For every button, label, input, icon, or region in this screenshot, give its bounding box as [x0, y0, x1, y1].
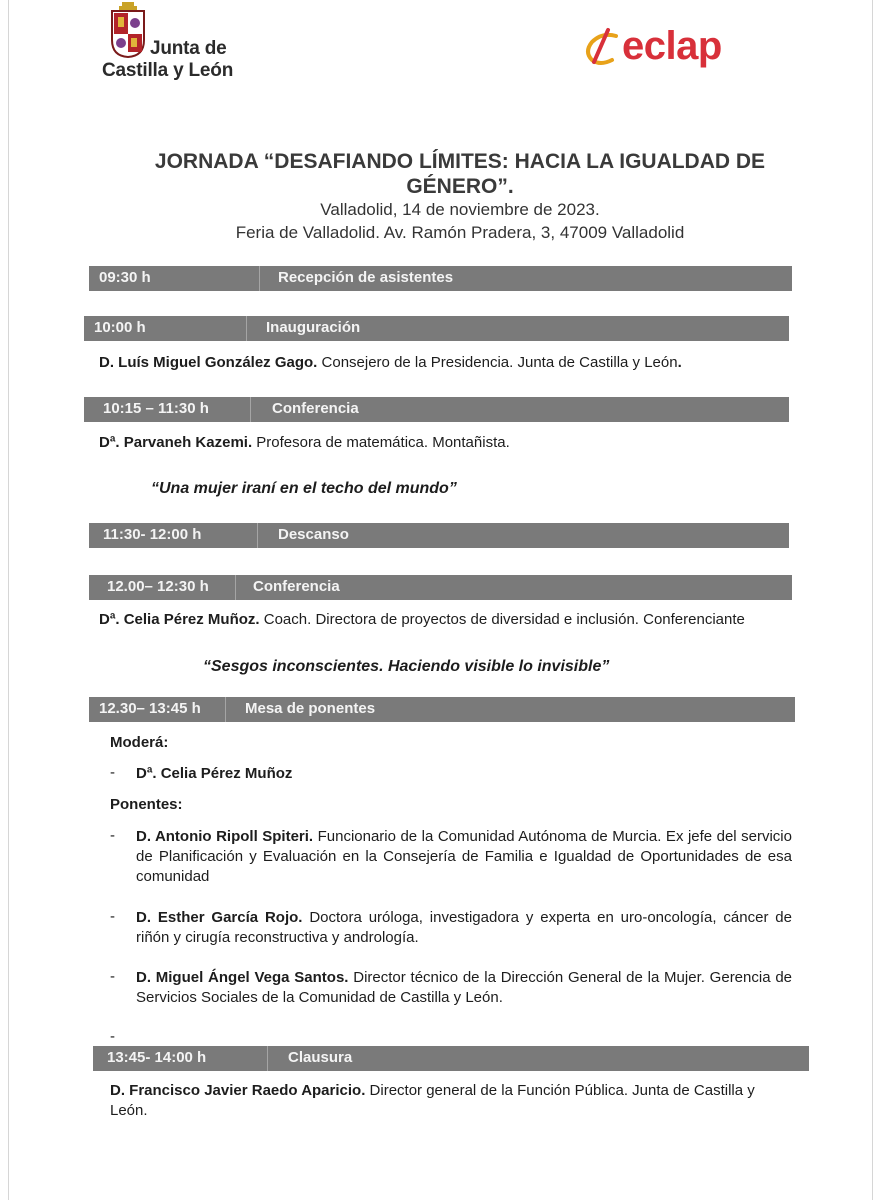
session-label: Conferencia: [272, 400, 359, 417]
speakers-heading: Ponentes:: [110, 796, 183, 813]
closing-speaker: [110, 1081, 794, 1121]
speaker-role: Profesora de matemática. Montañista.: [252, 434, 510, 451]
bar-divider: [259, 266, 260, 291]
event-title-line2: GÉNERO”.: [406, 175, 514, 198]
schedule-bar-reception: [89, 266, 792, 291]
time-label: 10:00 h: [94, 319, 146, 336]
time-label: 12.00– 12:30 h: [107, 578, 209, 595]
bar-divider: [250, 397, 251, 422]
page-edge-right: [872, 0, 873, 1200]
bar-divider: [235, 575, 236, 600]
bar-divider: [225, 697, 226, 722]
speaker-role: Director técnico de la Dirección General de la Mujer. Gerencia de Servicios Sociales de la Comunidad de Castilla y León.: [136, 969, 793, 1006]
eclap-logo: [580, 24, 750, 72]
speaker-role: Coach. Directora de proyectos de diversidad e inclusión. Conferenciante: [259, 611, 745, 628]
eclap-wordmark: eclap: [622, 24, 722, 68]
jcyl-logo-line1: Junta de: [150, 38, 227, 59]
panel-speaker-2: [136, 908, 792, 948]
speaker-role: Funcionario de la Comunidad Autónoma de Murcia. Ex jefe del servicio de Planificación y Evaluación en la Consejería de Familia e Igualdad de Oportunidades de esa comunidad: [136, 828, 792, 885]
session-label: Clausura: [288, 1049, 353, 1066]
session-label: Inauguración: [266, 319, 361, 336]
schedule-bar-panel: [89, 697, 795, 722]
time-label: 13:45- 14:00 h: [107, 1049, 207, 1066]
coat-of-arms-icon: [110, 2, 146, 58]
list-bullet: -: [110, 1028, 115, 1045]
session-label: Conferencia: [253, 578, 340, 595]
schedule-bar-closing: [93, 1046, 809, 1071]
time-label: 10:15 – 11:30 h: [103, 400, 209, 417]
session-label: Recepción de asistentes: [278, 269, 454, 286]
event-date: Valladolid, 14 de noviembre de 2023.: [320, 200, 600, 219]
conference-1-speaker: [99, 433, 799, 453]
speaker-name: Dª. Parvaneh Kazemi.: [99, 434, 253, 451]
speaker-name: D. Antonio Ripoll Spiteri.: [136, 828, 314, 845]
schedule-bar-conference-2: [89, 575, 792, 600]
eclap-swoosh-icon: [580, 26, 624, 70]
schedule-bar-break: [89, 523, 789, 548]
moderator-name: Dª. Celia Pérez Muñoz: [136, 765, 293, 782]
speaker-name: D. Miguel Ángel Vega Santos.: [136, 969, 349, 986]
session-label: Descanso: [278, 526, 349, 543]
event-title-line1: JORNADA “DESAFIANDO LÍMITES: HACIA LA IGUALDAD DE: [154, 150, 766, 173]
speaker-role-end: .: [677, 354, 682, 371]
time-label: 09:30 h: [99, 269, 151, 286]
time-label: 11:30- 12:00 h: [103, 526, 202, 543]
time-label: 12.30– 13:45 h: [99, 700, 201, 717]
panel-speaker-1: [136, 827, 792, 887]
list-bullet: -: [110, 764, 115, 781]
page-edge-left: [8, 0, 9, 1200]
speaker-name: D. Francisco Javier Raedo Aparicio.: [110, 1082, 366, 1099]
list-bullet: -: [110, 908, 115, 925]
jcyl-logo: [100, 2, 240, 82]
speaker-role: Consejero de la Presidencia. Junta de Castilla y León: [317, 354, 678, 371]
schedule-bar-conference-1: [84, 397, 789, 422]
panel-speaker-3: [136, 968, 792, 1008]
conference-2-title: “Sesgos inconscientes. Haciendo visible lo invisible”: [203, 658, 610, 675]
bar-divider: [246, 316, 247, 341]
moderator-heading: Moderá:: [110, 734, 169, 751]
speaker-name: D. Luís Miguel González Gago.: [99, 354, 318, 371]
schedule-bar-inauguration: [84, 316, 789, 341]
speaker-role: Doctora uróloga, investigadora y experta en uro-oncología, cáncer de riñón y cirugía reconstructiva y andrología.: [136, 909, 792, 946]
jcyl-logo-line2: Castilla y León: [102, 60, 234, 81]
list-bullet: -: [110, 827, 115, 844]
speaker-name: Dª. Celia Pérez Muñoz.: [99, 611, 260, 628]
session-label: Mesa de ponentes: [245, 700, 376, 717]
conference-2-speaker: [99, 610, 799, 630]
inauguration-speaker: [99, 353, 799, 373]
speaker-name: D. Esther García Rojo.: [136, 909, 303, 926]
speaker-role: Director general de la Función Pública. Junta de Castilla y León.: [110, 1082, 755, 1119]
conference-1-title: “Una mujer iraní en el techo del mundo”: [151, 480, 457, 497]
list-bullet: -: [110, 968, 115, 985]
event-venue: Feria de Valladolid. Av. Ramón Pradera, 3, 47009 Valladolid: [235, 223, 685, 242]
bar-divider: [267, 1046, 268, 1071]
bar-divider: [257, 523, 258, 548]
